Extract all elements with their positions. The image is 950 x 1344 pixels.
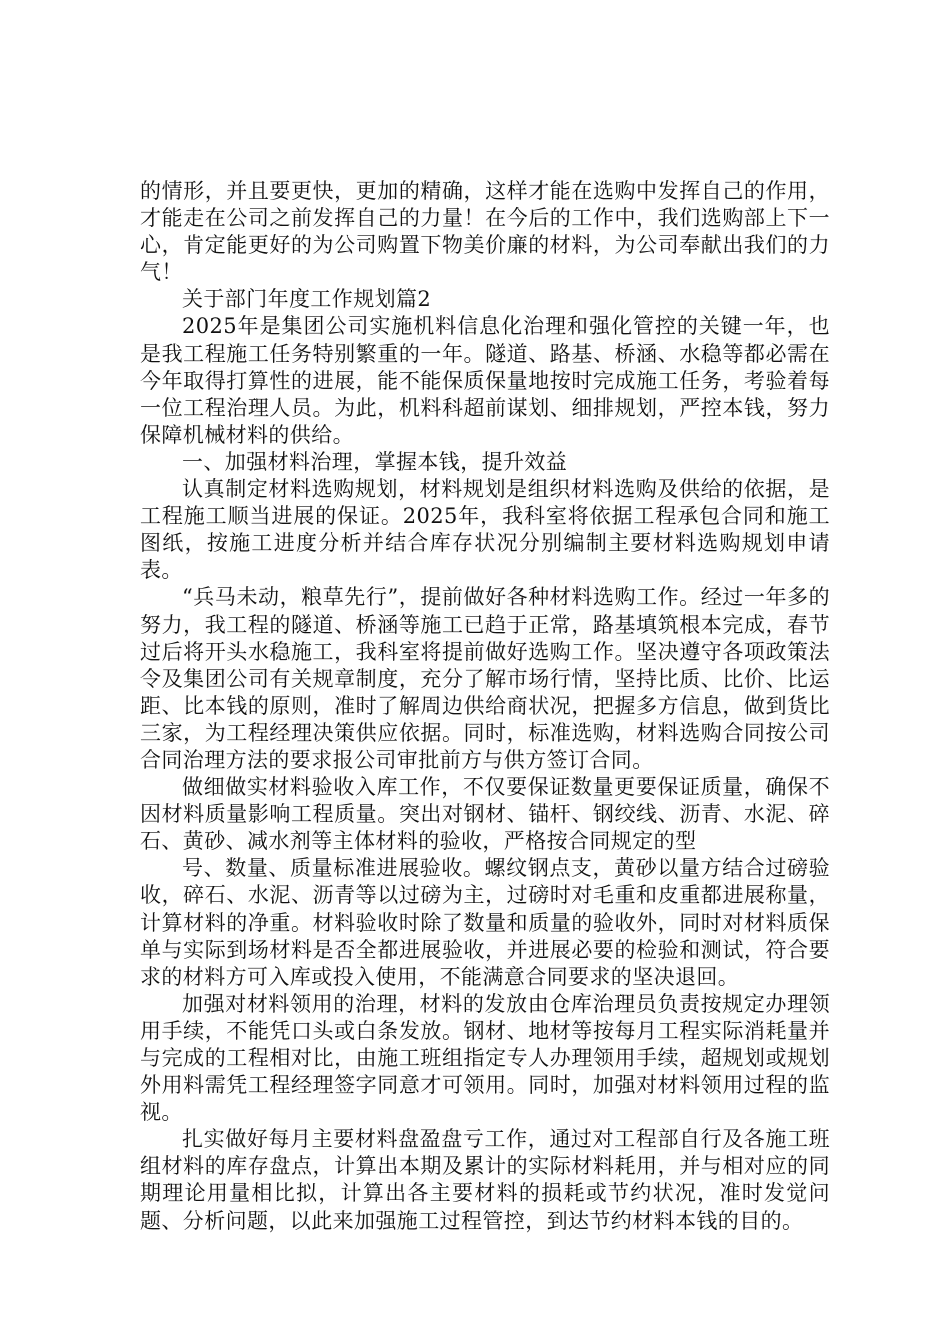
- paragraph-inventory: 扎实做好每月主要材料盘盈盘亏工作，通过对工程部自行及各施工班组材料的库存盘点，计算出本期及累计的实际材料耗用，并与相对应的同期理论用量相比拟，计算出各主要材料的损耗或节约状况，准时发觉问题、分析问题，以此来加强施工过程管控，到达节约材料本钱的目的。: [140, 1127, 830, 1233]
- paragraph-acceptance-cont: 号、数量、质量标准进展验收。螺纹钢点支，黄砂以量方结合过磅验收，碎石、水泥、沥青等以过磅为主，过磅时对毛重和皮重都进展称量，计算材料的净重。材料验收时除了数量和质量的验收外，同时对材料质保单与实际到场材料是否全都进展验收，并进展必要的检验和测试，符合要求的材料方可入库或投入使用，不能满意合同要求的坚决退回。: [140, 856, 830, 989]
- subsection-heading: 一、加强材料治理，掌握本钱，提升效益: [182, 449, 568, 474]
- paragraph-acceptance: 做细做实材料验收入库工作，不仅要保证数量更要保证质量，确保不因材料质量影响工程质量。突出对钢材、锚杆、钢绞线、沥青、水泥、碎石、黄砂、减水剂等主体材料的验收，严格按合同规定的型: [140, 775, 830, 854]
- paragraph-purchase-plan: 认真制定材料选购规划，材料规划是组织材料选购及供给的依据，是工程施工顺当进展的保证。2025年，我科室将依据工程承包合同和施工图纸，按施工进度分析并结合库存状况分别编制主要材料选购规划申请表。: [140, 477, 830, 583]
- document-page: [140, 178, 830, 1235]
- paragraph-requisition: 加强对材料领用的治理，材料的发放由仓库治理员负责按规定办理领用手续，不能凭口头或白条发放。钢材、地材等按每月工程实际消耗量并与完成的工程相对比，由施工班组指定专人办理领用手续，超规划或规划外用料需凭工程经理签字同意才可领用。同时，加强对材料领用过程的监视。: [140, 991, 830, 1125]
- paragraph-purchase-work: “兵马未动，粮草先行”，提前做好各种材料选购工作。经过一年多的努力，我工程的隧道、桥涵等施工已趋于正常，路基填筑根本完成，春节过后将开头水稳施工，我科室将提前做好选购工作。坚决遵守各项政策法令及集团公司有关规章制度，充分了解市场行情，坚持比质、比价、比运距、比本钱的原则，准时了解周边供给商状况，把握多方信息，做到货比三家，为工程经理决策供应依据。同时，标准选购，材料选购合同按公司合同治理方法的要求报公司审批前方与供方签订合同。: [140, 585, 830, 772]
- section-title: 关于部门年度工作规划篇2: [182, 287, 432, 312]
- paragraph-intro: 2025年是集团公司实施机料信息化治理和强化管控的关键一年，也是我工程施工任务特别繁重的一年。隧道、路基、桥涵、水稳等都必需在今年取得打算性的进展，能不能保质保量地按时完成施工任务，考验着每一位工程治理人员。为此，机料科超前谋划、细排规划，严控本钱，努力保障机械材料的供给。: [140, 314, 830, 447]
- paragraph-continuation: 的情形，并且要更快，更加的精确，这样才能在选购中发挥自己的作用，才能走在公司之前发挥自己的力量！在今后的工作中，我们选购部上下一心，肯定能更好的为公司购置下物美价廉的材料，为公司奉献出我们的力气！: [140, 179, 830, 285]
